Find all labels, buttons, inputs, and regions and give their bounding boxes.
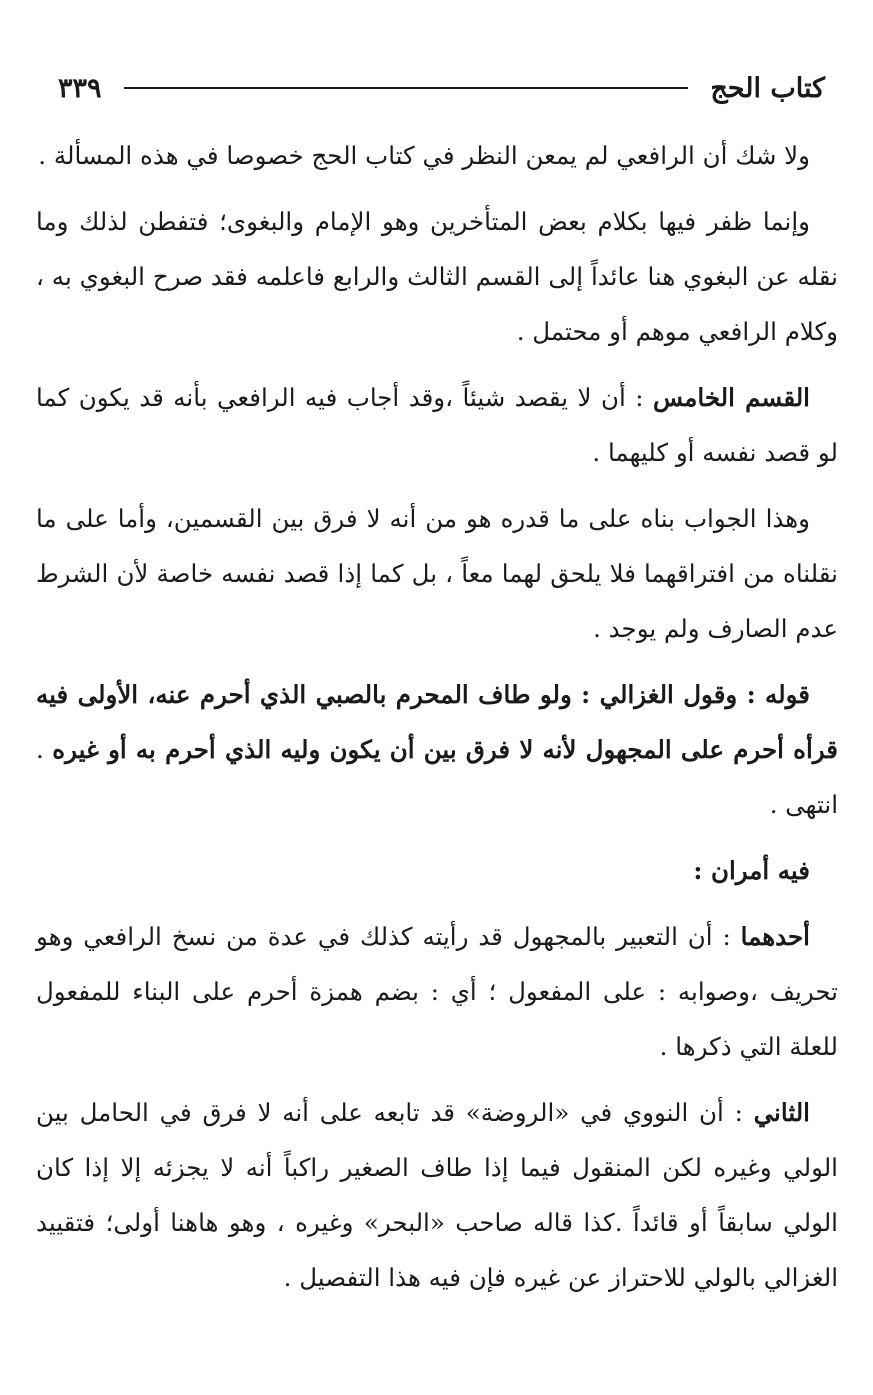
- page-number: ٣٣٩: [58, 72, 102, 104]
- subheading: فيه أمران :: [693, 856, 810, 885]
- paragraph-text: : أن لا يقصد شيئاً ،وقد أجاب فيه الرافعي بأنه قد يكون كما لو قصد نفسه أو كليهما .: [36, 383, 838, 467]
- paragraph-text: وهذا الجواب بناه على ما قدره هو من أنه لا فرق بين القسمين، وأما على ما نقلناه من افتراقهما فلا يلحق لهما معاً ، بل كما إذا قصد نفسه خاصة لأن الشرط عدم الصارف ولم يوجد .: [36, 504, 838, 643]
- page-header: [58, 66, 825, 110]
- paragraph-7: [36, 909, 838, 1074]
- running-title: كتاب الحج: [710, 72, 825, 104]
- paragraph-text: : أن التعبير بالمجهول قد رأيته كذلك في عدة من نسخ الرافعي وهو تحريف ،وصوابه : على المفعول ؛ أي : بضم همزة أحرم على البناء للمفعول للعلة التي ذكرها .: [36, 922, 838, 1061]
- paragraph-8: [36, 1085, 838, 1305]
- section-term: الثاني: [753, 1098, 810, 1127]
- paragraph-1: [36, 128, 838, 183]
- paragraph-2: [36, 194, 838, 359]
- paragraph-3: [36, 370, 838, 480]
- paragraph-text: . انتهى .: [36, 735, 838, 819]
- quoted-statement: قوله : وقول الغزالي : ولو طاف المحرم بالصبي الذي أحرم عنه، الأولى فيه قرأه أحرم على المجهول لأنه لا فرق بين أن يكون وليه الذي أحرم به أو غيره: [36, 680, 838, 764]
- section-term: القسم الخامس: [653, 383, 810, 412]
- page-body: [36, 128, 838, 1316]
- paragraph-text: وإنما ظفر فيها بكلام بعض المتأخرين وهو الإمام والبغوى؛ فتفطن لذلك وما نقله عن البغوي هنا عائداً إلى القسم الثالث والرابع فاعلمه فقد صرح البغوي به ، وكلام الرافعي موهم أو محتمل .: [36, 207, 838, 346]
- header-rule: [124, 87, 689, 89]
- paragraph-text: ولا شك أن الرافعي لم يمعن النظر في كتاب الحج خصوصا في هذه المسألة .: [38, 141, 810, 170]
- paragraph-6: [36, 843, 838, 898]
- section-term: أحدهما: [740, 922, 810, 951]
- paragraph-text: : أن النووي في «الروضة» قد تابعه على أنه لا فرق في الحامل بين الولي وغيره لكن المنقول فيما إذا طاف الصغير راكباً أنه لا يجزئه إلا إذا كان الولي سابقاً أو قائداً .كذا قاله صاحب «البحر» وغيره ، وهو هاهنا أولى؛ فتقييد الغزالي بالولي للاحتراز عن غيره فإن فيه هذا التفصيل .: [36, 1098, 838, 1292]
- paragraph-5: [36, 667, 838, 832]
- paragraph-4: [36, 491, 838, 656]
